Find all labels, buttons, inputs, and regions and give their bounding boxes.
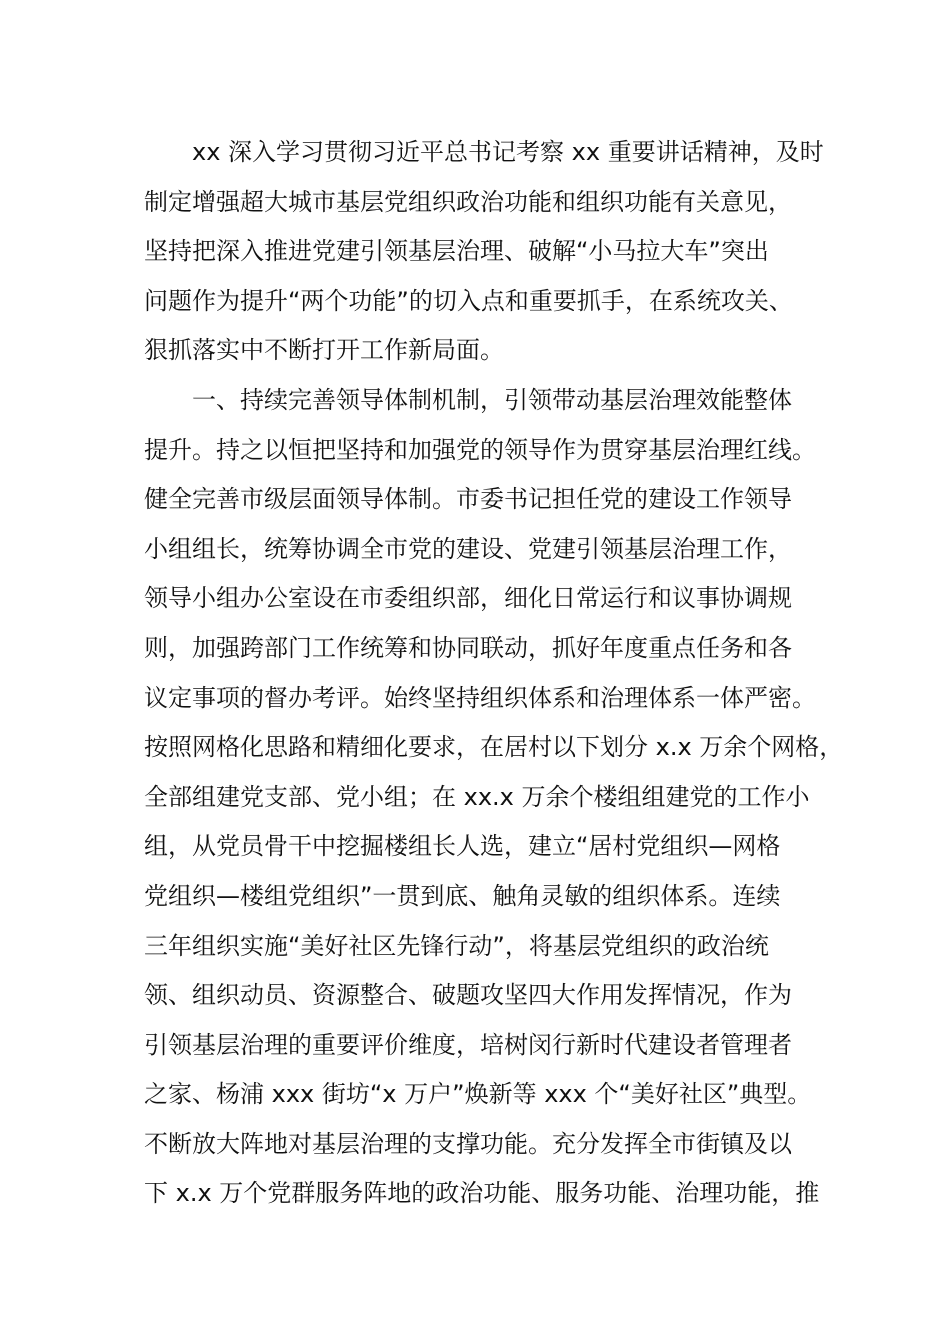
text-line: 小组组长，统筹协调全市党的建设、党建引领基层治理工作， xyxy=(144,534,792,563)
body-text xyxy=(144,128,844,1219)
text-line: 下 x.x 万个党群服务阵地的政治功能、服务功能、治理功能，推 xyxy=(144,1179,820,1208)
text-line: 制定增强超大城市基层党组织政治功能和组织功能有关意见， xyxy=(144,187,792,216)
text-line: 三年组织实施“美好社区先锋行动”，将基层党组织的政治统 xyxy=(144,931,769,960)
text-line: 一、持续完善领导体制机制，引领带动基层治理效能整体 xyxy=(192,385,792,414)
text-line: 提升。持之以恒把坚持和加强党的领导作为贯穿基层治理红线。 xyxy=(144,435,816,464)
text-line: xx 深入学习贯彻习近平总书记考察 xx 重要讲话精神，及时 xyxy=(192,138,824,166)
text-line: 组，从党员骨干中挖掘楼组长人选，建立“居村党组织—网格 xyxy=(144,832,781,861)
text-line: 则，加强跨部门工作统筹和协同联动，抓好年度重点任务和各 xyxy=(144,633,792,662)
text-line: 议定事项的督办考评。始终坚持组织体系和治理体系一体严密。 xyxy=(144,683,816,712)
text-line: 按照网格化思路和精细化要求，在居村以下划分 x.x 万余个网格， xyxy=(144,733,844,762)
text-line: 坚持把深入推进党建引领基层治理、破解“小马拉大车”突出 xyxy=(144,237,769,266)
text-line: 党组织—楼组党组织”一贯到底、触角灵敏的组织体系。连续 xyxy=(144,881,781,910)
text-line: 之家、杨浦 xxx 街坊“x 万户”焕新等 xxx 个“美好社区”典型。 xyxy=(144,1080,812,1109)
text-line: 全部组建党支部、党小组；在 xx.x 万余个楼组组建党的工作小 xyxy=(144,782,810,811)
text-line: 不断放大阵地对基层治理的支撑功能。充分发挥全市街镇及以 xyxy=(144,1129,792,1158)
text-line: 健全完善市级层面领导体制。市委书记担任党的建设工作领导 xyxy=(144,485,792,514)
text-line: 狠抓落实中不断打开工作新局面。 xyxy=(144,336,504,365)
text-line: 引领基层治理的重要评价维度，培树闵行新时代建设者管理者 xyxy=(144,1030,792,1059)
text-line: 问题作为提升“两个功能”的切入点和重要抓手，在系统攻关、 xyxy=(144,286,793,315)
text-line: 领、组织动员、资源整合、破题攻坚四大作用发挥情况，作为 xyxy=(144,981,792,1010)
text-line: 领导小组办公室设在市委组织部，细化日常运行和议事协调规 xyxy=(144,584,792,613)
